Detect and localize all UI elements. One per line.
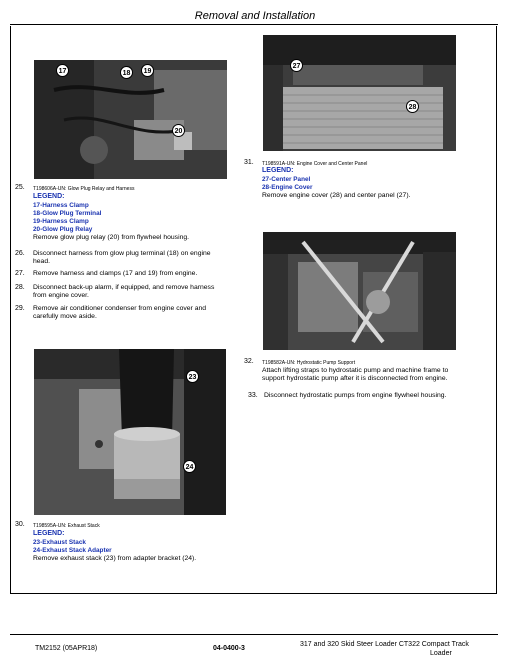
photo-glow-plug-relay-graphic — [34, 60, 227, 179]
step-number: 31. — [244, 159, 254, 166]
legend-item: 27-Center Panel — [262, 176, 311, 183]
footer-model-line2: Loader — [430, 650, 452, 657]
photo-hydrostatic-pump — [263, 232, 456, 350]
callout-27: 27 — [290, 59, 303, 72]
step-number: 26. — [15, 250, 25, 257]
step-text: Disconnect harness from glow plug terminal (18) on engine — [33, 250, 211, 257]
step-number: 33. — [248, 392, 258, 399]
step-text: Remove harness and clamps (17 and 19) from engine. — [33, 270, 198, 277]
step-text: Remove exhaust stack (23) from adapter bracket (24). — [33, 555, 197, 562]
step-text: Remove air conditioner condenser from engine cover and — [33, 305, 207, 312]
legend-item: 24-Exhaust Stack Adapter — [33, 547, 112, 554]
callout-18: 18 — [120, 66, 133, 79]
step-number: 27. — [15, 270, 25, 277]
footer-doc-id: TM2152 (05APR18) — [35, 645, 98, 652]
legend-item: 20-Glow Plug Relay — [33, 226, 93, 233]
legend-item: 19-Harness Clamp — [33, 218, 89, 225]
legend-item: 28-Engine Cover — [262, 184, 313, 191]
legend-title: LEGEND: — [262, 167, 294, 174]
step-number: 28. — [15, 284, 25, 291]
legend-item: 17-Harness Clamp — [33, 202, 89, 209]
step-text: Remove engine cover (28) and center panel (27). — [262, 192, 411, 199]
footer-page-number: 04-0400-3 — [213, 645, 245, 652]
legend-title: LEGEND: — [33, 193, 65, 200]
callout-23: 23 — [186, 370, 199, 383]
footer-model-line1: 317 and 320 Skid Steer Loader CT322 Compact Track — [300, 641, 469, 648]
step-text: from engine cover. — [33, 292, 89, 299]
footer-rule — [10, 634, 498, 635]
figure-caption: T198582A-UN: Hydrostatic Pump Support — [262, 360, 356, 366]
step-text: head. — [33, 258, 51, 265]
page-header: Removal and Installation — [194, 10, 316, 22]
step-text: Attach lifting straps to hydrostatic pump and machine frame to — [262, 367, 449, 374]
step-number: 30. — [15, 521, 25, 528]
step-number: 25. — [15, 184, 25, 191]
step-text: Remove glow plug relay (20) from flywheel housing. — [33, 234, 190, 241]
photo-hydrostatic-pump-graphic — [263, 232, 456, 350]
legend-item: 23-Exhaust Stack — [33, 539, 86, 546]
callout-24: 24 — [183, 460, 196, 473]
step-number: 29. — [15, 305, 25, 312]
callout-17: 17 — [56, 64, 69, 77]
photo-engine-cover — [263, 35, 456, 151]
figure-caption: T198595A-UN: Exhaust Stack — [33, 523, 100, 529]
step-text: Disconnect hydrostatic pumps from engine flywheel housing. — [264, 392, 447, 399]
figure-caption: T198606A-UN: Glow Plug Relay and Harness — [33, 186, 135, 192]
legend-title: LEGEND: — [33, 530, 65, 537]
step-text: carefully move aside. — [33, 313, 97, 320]
step-number: 32. — [244, 358, 254, 365]
photo-engine-cover-graphic — [263, 35, 456, 151]
step-text: support hydrostatic pump after it is disconnected from engine. — [262, 375, 448, 382]
step-text: Disconnect back-up alarm, if equipped, and remove harness — [33, 284, 215, 291]
callout-20: 20 — [172, 124, 185, 137]
callout-28: 28 — [406, 100, 419, 113]
photo-glow-plug-relay — [34, 60, 227, 179]
header-rule — [10, 24, 498, 25]
callout-19: 19 — [141, 64, 154, 77]
figure-caption: T198591A-UN: Engine Cover and Center Panel — [262, 161, 368, 167]
legend-item: 18-Glow Plug Terminal — [33, 210, 102, 217]
